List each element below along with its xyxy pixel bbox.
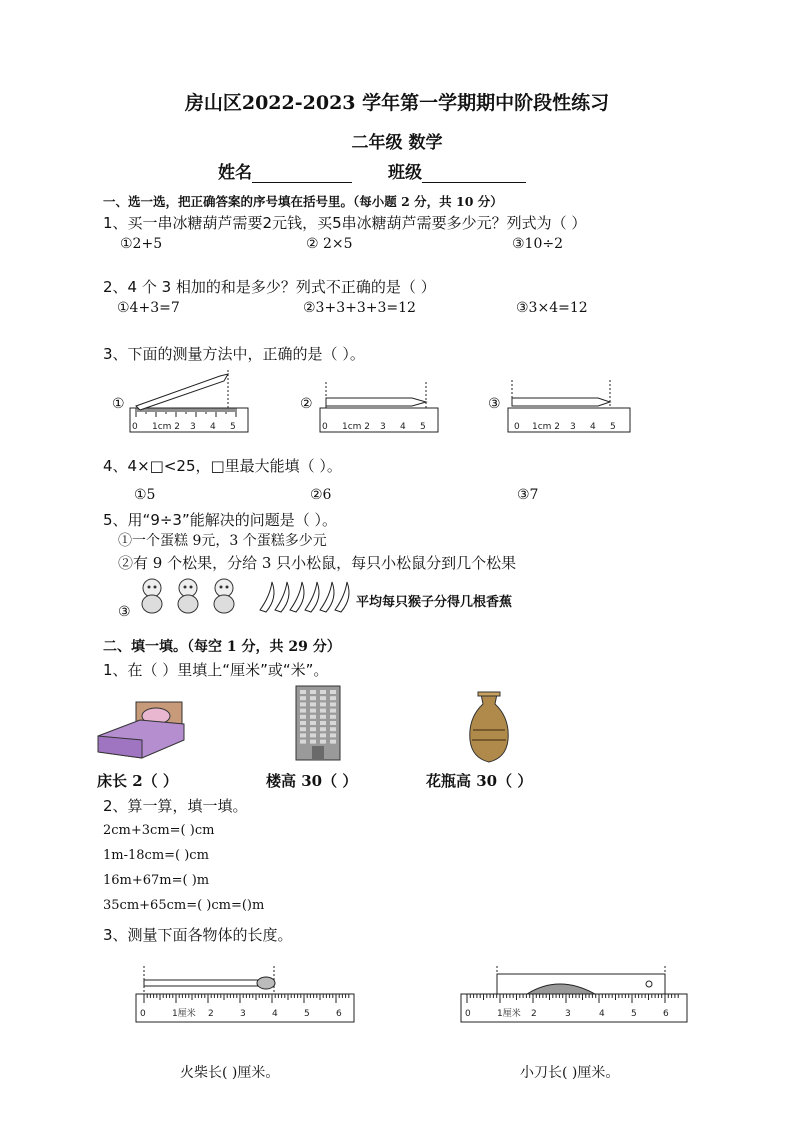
match-head xyxy=(257,977,275,989)
building-window xyxy=(300,702,306,706)
pencil-shape xyxy=(326,398,426,406)
svg-text:4: 4 xyxy=(272,1009,278,1019)
banana-icon xyxy=(260,582,349,612)
name-field[interactable] xyxy=(218,158,352,183)
calc-line-3[interactable]: 16m+67m=( )m xyxy=(103,873,210,888)
q1-text: 1、买一串冰糖葫芦需要2元钱，买5串冰糖葫芦需要多少元？列式为（ ） xyxy=(103,214,587,232)
building-window xyxy=(320,715,326,719)
building-window xyxy=(320,696,326,700)
knife-length-blank[interactable]: 小刀长( )厘米。 xyxy=(520,1065,620,1081)
q2-option-2[interactable]: ②3+3+3+3=12 xyxy=(303,300,416,316)
q4-option-2[interactable]: ②6 xyxy=(310,487,332,503)
class-field[interactable] xyxy=(388,158,526,183)
ruler-label-1: 1cm 2 xyxy=(152,422,181,432)
q3-text: 3、下面的测量方法中，正确的是（ ）。 xyxy=(103,345,365,363)
building-window xyxy=(330,715,336,719)
section2-heading: 二、填一填。（每空 1 分，共 29 分） xyxy=(103,639,341,655)
q1-option-2[interactable]: ② 2×5 xyxy=(306,236,353,252)
q3-marker-1[interactable]: ① xyxy=(112,396,125,412)
q4-option-1[interactable]: ①5 xyxy=(134,487,156,503)
monkey-icon xyxy=(214,579,234,613)
calc-line-1[interactable]: 2cm+3cm=( )cm xyxy=(103,823,215,838)
svg-text:0: 0 xyxy=(514,422,520,432)
ruler-label-0: 0 xyxy=(132,422,138,432)
match-stick xyxy=(144,980,266,986)
s2-q1-text: 1、在（ ）里填上“厘米”或“米”。 xyxy=(103,661,329,679)
svg-text:1厘米: 1厘米 xyxy=(172,1009,196,1019)
svg-text:5: 5 xyxy=(610,422,616,432)
svg-text:1cm 2: 1cm 2 xyxy=(532,422,561,432)
building-window xyxy=(310,733,316,737)
calc-line-2[interactable]: 1m-18cm=( )cm xyxy=(103,848,209,863)
svg-text:3: 3 xyxy=(565,1009,571,1019)
building-window xyxy=(300,690,306,694)
q1-option-3[interactable]: ③10÷2 xyxy=(512,236,564,252)
name-label: 姓名 xyxy=(218,163,252,183)
q3-ruler-figure-1 xyxy=(128,368,250,438)
monkeys-bananas-illustration xyxy=(132,576,357,616)
building-window xyxy=(320,709,326,713)
building-window xyxy=(300,696,306,700)
section1-heading: 一、选一选，把正确答案的序号填在括号里。（每小题 2 分，共 10 分） xyxy=(103,194,503,209)
building-window xyxy=(310,721,316,725)
svg-text:6: 6 xyxy=(336,1009,342,1019)
monkey-icon xyxy=(142,579,162,613)
q3-marker-2[interactable]: ② xyxy=(300,396,313,412)
building-window xyxy=(320,690,326,694)
building-window xyxy=(320,721,326,725)
q1-option-1[interactable]: ①2+5 xyxy=(120,236,163,252)
building-window xyxy=(310,715,316,719)
svg-text:4: 4 xyxy=(590,422,596,432)
pencil-shape xyxy=(512,398,610,406)
q2-option-3[interactable]: ③3×4=12 xyxy=(516,300,588,316)
class-label: 班级 xyxy=(388,163,422,183)
svg-text:4: 4 xyxy=(599,1009,605,1019)
building-window xyxy=(300,740,306,744)
ruler-label-4: 4 xyxy=(210,422,216,432)
svg-text:1cm 2: 1cm 2 xyxy=(342,422,371,432)
building-window xyxy=(330,696,336,700)
building-icon xyxy=(294,684,344,762)
ruler-body xyxy=(461,994,687,1022)
svg-text:6: 6 xyxy=(663,1009,669,1019)
svg-text:3: 3 xyxy=(570,422,576,432)
s2-q3-text: 3、测量下面各物体的长度。 xyxy=(103,926,293,944)
svg-text:0: 0 xyxy=(140,1009,146,1019)
pencil-shape xyxy=(136,374,228,410)
building-window xyxy=(330,740,336,744)
bed-icon xyxy=(96,700,186,762)
q5-option-1[interactable]: ①一个蛋糕 9元，3 个蛋糕多少元 xyxy=(118,533,327,549)
svg-text:4: 4 xyxy=(400,422,406,432)
building-window xyxy=(300,715,306,719)
calc-line-4[interactable]: 35cm+65cm=( )cm=()m xyxy=(103,898,265,913)
svg-text:2: 2 xyxy=(208,1009,214,1019)
svg-text:2: 2 xyxy=(531,1009,537,1019)
building-window xyxy=(310,702,316,706)
building-window xyxy=(310,709,316,713)
building-window xyxy=(300,721,306,725)
svg-text:0: 0 xyxy=(322,422,328,432)
building-window xyxy=(300,709,306,713)
building-window xyxy=(320,740,326,744)
building-window xyxy=(310,740,316,744)
building-window xyxy=(330,709,336,713)
ruler-label-3: 3 xyxy=(190,422,196,432)
building-window xyxy=(330,702,336,706)
building-height-blank[interactable]: 楼高 30（ ） xyxy=(266,772,358,790)
match-ruler-figure xyxy=(134,964,356,1028)
bed-length-blank[interactable]: 床长 2（ ） xyxy=(97,772,178,790)
svg-text:1厘米: 1厘米 xyxy=(497,1009,521,1019)
building-window xyxy=(310,696,316,700)
building-window xyxy=(320,702,326,706)
building-window xyxy=(310,727,316,731)
building-window xyxy=(330,727,336,731)
q5-option-3-caption: 平均每只猴子分得几根香蕉 xyxy=(356,595,513,610)
q4-text: 4、4×□<25，□里最大能填（ ）。 xyxy=(103,457,342,475)
building-window xyxy=(300,733,306,737)
q2-text: 2、4 个 3 相加的和是多少？列式不正确的是（ ） xyxy=(103,278,436,296)
building-window xyxy=(320,727,326,731)
svg-text:5: 5 xyxy=(631,1009,637,1019)
knife-ruler-figure xyxy=(459,964,689,1028)
ruler-label-5: 5 xyxy=(230,422,236,432)
q3-marker-3[interactable]: ③ xyxy=(488,396,501,412)
svg-text:0: 0 xyxy=(465,1009,471,1019)
match-length-blank[interactable]: 火柴长( )厘米。 xyxy=(180,1065,280,1081)
building-window xyxy=(310,690,316,694)
building-window xyxy=(330,721,336,725)
q2-option-1[interactable]: ①4+3=7 xyxy=(117,300,180,316)
monkey-icon xyxy=(178,579,198,613)
page-subtitle: 二年级 数学 xyxy=(351,133,443,153)
building-window xyxy=(330,733,336,737)
q5-option-3-marker[interactable]: ③ xyxy=(118,604,131,620)
building-window xyxy=(330,690,336,694)
building-window xyxy=(320,733,326,737)
building-window xyxy=(300,727,306,731)
svg-text:5: 5 xyxy=(304,1009,310,1019)
q5-text: 5、用“9÷3”能解决的问题是（ ）。 xyxy=(103,511,338,529)
svg-text:3: 3 xyxy=(380,422,386,432)
page-title: 房山区2022-2023 学年第一学期期中阶段性练习 xyxy=(184,92,610,114)
q5-option-2[interactable]: ②有 9 个松果，分给 3 只小松鼠，每只小松鼠分到几个松果 xyxy=(118,554,517,572)
svg-text:3: 3 xyxy=(240,1009,246,1019)
svg-text:5: 5 xyxy=(420,422,426,432)
q4-option-3[interactable]: ③7 xyxy=(517,487,539,503)
s2-q2-text: 2、算一算，填一填。 xyxy=(103,797,248,815)
q3-ruler-figure-3 xyxy=(506,378,632,438)
vase-height-blank[interactable]: 花瓶高 30（ ） xyxy=(426,772,533,790)
q3-ruler-figure-2 xyxy=(318,378,440,438)
vase-icon xyxy=(466,692,512,764)
